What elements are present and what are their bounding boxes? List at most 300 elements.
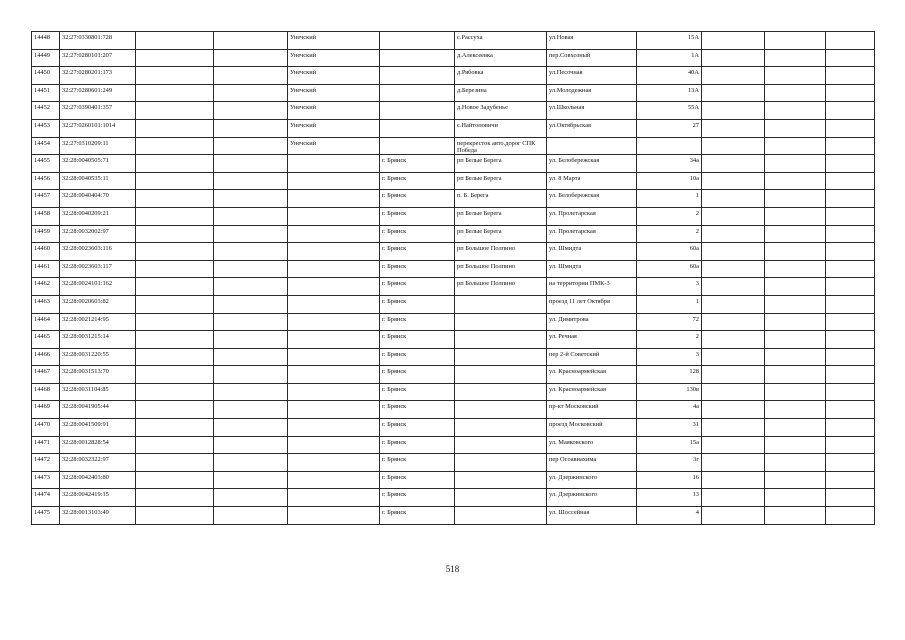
street-cell: ул. Белобережская xyxy=(547,155,637,173)
column-3-cell xyxy=(136,119,214,137)
table-row xyxy=(32,102,875,120)
column-11-cell xyxy=(765,84,826,102)
column-10-cell xyxy=(702,471,765,489)
table-row xyxy=(32,243,875,261)
settlement-cell: д.Новое Задубенье xyxy=(455,102,547,120)
column-10-cell xyxy=(702,190,765,208)
column-4-cell xyxy=(214,172,288,190)
column-12-cell xyxy=(826,278,875,296)
table-row xyxy=(32,84,875,102)
city-cell: г. Брянск xyxy=(380,313,455,331)
city-cell: г. Брянск xyxy=(380,454,455,472)
settlement-cell: рп Белые Берега xyxy=(455,225,547,243)
column-10-cell xyxy=(702,102,765,120)
row-number-cell: 14461 xyxy=(32,260,60,278)
city-cell: г. Брянск xyxy=(380,366,455,384)
column-12-cell xyxy=(826,32,875,50)
table-body xyxy=(32,32,875,525)
column-11-cell xyxy=(765,348,826,366)
column-12-cell xyxy=(826,454,875,472)
cadastral-number-cell: 32:28:0041509:91 xyxy=(60,419,136,437)
city-cell: г. Брянск xyxy=(380,401,455,419)
city-cell xyxy=(380,119,455,137)
page-number: 518 xyxy=(445,564,460,574)
table-row xyxy=(32,278,875,296)
column-10-cell xyxy=(702,401,765,419)
table-row xyxy=(32,419,875,437)
column-12-cell xyxy=(826,471,875,489)
street-cell: ул. Красноармейская xyxy=(547,366,637,384)
city-cell xyxy=(380,49,455,67)
settlement-cell xyxy=(455,436,547,454)
cadastral-number-cell: 32:27:0280601:249 xyxy=(60,84,136,102)
column-11-cell xyxy=(765,102,826,120)
column-4-cell xyxy=(214,243,288,261)
column-12-cell xyxy=(826,348,875,366)
cadastral-number-cell: 32:27:0330801:728 xyxy=(60,32,136,50)
column-12-cell xyxy=(826,190,875,208)
row-number-cell: 14464 xyxy=(32,313,60,331)
house-number-cell xyxy=(637,137,702,155)
street-cell: пер Осоавиахима xyxy=(547,454,637,472)
column-12-cell xyxy=(826,419,875,437)
column-3-cell xyxy=(136,32,214,50)
row-number-cell: 14466 xyxy=(32,348,60,366)
row-number-cell: 14448 xyxy=(32,32,60,50)
district-cell: Унечский xyxy=(288,67,380,85)
district-cell xyxy=(288,366,380,384)
row-number-cell: 14462 xyxy=(32,278,60,296)
column-12-cell xyxy=(826,67,875,85)
row-number-cell: 14470 xyxy=(32,419,60,437)
house-number-cell: 40А xyxy=(637,67,702,85)
house-number-cell: 31 xyxy=(637,419,702,437)
cadastral-number-cell: 32:27:0260101:1014 xyxy=(60,119,136,137)
column-10-cell xyxy=(702,260,765,278)
district-cell: Унечский xyxy=(288,32,380,50)
column-10-cell xyxy=(702,155,765,173)
column-12-cell xyxy=(826,401,875,419)
house-number-cell: 1 xyxy=(637,295,702,313)
column-10-cell xyxy=(702,32,765,50)
district-cell xyxy=(288,489,380,507)
column-10-cell xyxy=(702,278,765,296)
settlement-cell: д.Рябовка xyxy=(455,67,547,85)
table-row xyxy=(32,471,875,489)
house-number-cell: 4 xyxy=(637,507,702,525)
cadastral-number-cell: 32:28:0042403:80 xyxy=(60,471,136,489)
column-4-cell xyxy=(214,260,288,278)
table-row xyxy=(32,401,875,419)
column-3-cell xyxy=(136,49,214,67)
column-10-cell xyxy=(702,366,765,384)
district-cell xyxy=(288,331,380,349)
column-10-cell xyxy=(702,419,765,437)
house-number-cell: 128 xyxy=(637,366,702,384)
district-cell xyxy=(288,507,380,525)
district-cell xyxy=(288,295,380,313)
table-row xyxy=(32,260,875,278)
column-12-cell xyxy=(826,172,875,190)
column-12-cell xyxy=(826,507,875,525)
house-number-cell: 72 xyxy=(637,313,702,331)
settlement-cell xyxy=(455,313,547,331)
district-cell xyxy=(288,155,380,173)
column-4-cell xyxy=(214,225,288,243)
row-number-cell: 14468 xyxy=(32,383,60,401)
city-cell: г. Брянск xyxy=(380,172,455,190)
column-3-cell xyxy=(136,278,214,296)
city-cell: г. Брянск xyxy=(380,243,455,261)
column-3-cell xyxy=(136,172,214,190)
column-4-cell xyxy=(214,436,288,454)
column-11-cell xyxy=(765,190,826,208)
cadastral-number-cell: 32:27:0280101:207 xyxy=(60,49,136,67)
column-4-cell xyxy=(214,207,288,225)
settlement-cell: рп Большое Полпино xyxy=(455,278,547,296)
column-10-cell xyxy=(702,348,765,366)
column-4-cell xyxy=(214,331,288,349)
house-number-cell: 13 xyxy=(637,489,702,507)
city-cell: г. Брянск xyxy=(380,295,455,313)
cadastral-number-cell: 32:28:0013103:49 xyxy=(60,507,136,525)
column-12-cell xyxy=(826,102,875,120)
settlement-cell: рп Белые Берега xyxy=(455,172,547,190)
column-11-cell xyxy=(765,243,826,261)
column-3-cell xyxy=(136,507,214,525)
settlement-cell xyxy=(455,401,547,419)
column-3-cell xyxy=(136,295,214,313)
registry-table xyxy=(31,31,875,525)
table-row xyxy=(32,67,875,85)
column-10-cell xyxy=(702,313,765,331)
column-3-cell xyxy=(136,348,214,366)
street-cell: ул.Новая xyxy=(547,32,637,50)
column-4-cell xyxy=(214,419,288,437)
table-row xyxy=(32,507,875,525)
column-10-cell xyxy=(702,383,765,401)
column-3-cell xyxy=(136,313,214,331)
column-4-cell xyxy=(214,507,288,525)
house-number-cell: 55А xyxy=(637,102,702,120)
column-11-cell xyxy=(765,32,826,50)
row-number-cell: 14455 xyxy=(32,155,60,173)
street-cell: пр-кт Московский xyxy=(547,401,637,419)
district-cell xyxy=(288,436,380,454)
street-cell: ул. Пролетарская xyxy=(547,225,637,243)
city-cell: г. Брянск xyxy=(380,348,455,366)
table-row xyxy=(32,348,875,366)
settlement-cell xyxy=(455,454,547,472)
district-cell: Унечский xyxy=(288,84,380,102)
column-4-cell xyxy=(214,454,288,472)
column-3-cell xyxy=(136,84,214,102)
table-row xyxy=(32,172,875,190)
settlement-cell: рп Белые Берега xyxy=(455,155,547,173)
column-11-cell xyxy=(765,313,826,331)
column-3-cell xyxy=(136,331,214,349)
column-10-cell xyxy=(702,172,765,190)
district-cell xyxy=(288,401,380,419)
column-12-cell xyxy=(826,243,875,261)
settlement-cell: с.Рассуха xyxy=(455,32,547,50)
settlement-cell xyxy=(455,348,547,366)
city-cell: г. Брянск xyxy=(380,155,455,173)
cadastral-number-cell: 32:27:0310209:11 xyxy=(60,137,136,155)
row-number-cell: 14474 xyxy=(32,489,60,507)
street-cell: ул. Шмидта xyxy=(547,260,637,278)
cadastral-number-cell: 32:27:0280201:173 xyxy=(60,67,136,85)
table-row xyxy=(32,49,875,67)
city-cell: г. Брянск xyxy=(380,207,455,225)
column-12-cell xyxy=(826,331,875,349)
street-cell: ул. 8 Марта xyxy=(547,172,637,190)
street-cell: ул. Дзержинского xyxy=(547,489,637,507)
street-cell: ул. Пролетарская xyxy=(547,207,637,225)
column-4-cell xyxy=(214,348,288,366)
column-12-cell xyxy=(826,155,875,173)
column-12-cell xyxy=(826,137,875,155)
column-3-cell xyxy=(136,260,214,278)
table-row xyxy=(32,225,875,243)
column-4-cell xyxy=(214,155,288,173)
column-12-cell xyxy=(826,260,875,278)
column-11-cell xyxy=(765,419,826,437)
column-4-cell xyxy=(214,119,288,137)
column-12-cell xyxy=(826,84,875,102)
column-4-cell xyxy=(214,102,288,120)
cadastral-number-cell: 32:27:0390401:357 xyxy=(60,102,136,120)
column-4-cell xyxy=(214,190,288,208)
city-cell xyxy=(380,84,455,102)
column-11-cell xyxy=(765,507,826,525)
district-cell xyxy=(288,260,380,278)
settlement-cell: п. Б. Берега xyxy=(455,190,547,208)
column-11-cell xyxy=(765,471,826,489)
column-12-cell xyxy=(826,119,875,137)
column-3-cell xyxy=(136,471,214,489)
city-cell: г. Брянск xyxy=(380,278,455,296)
house-number-cell: 15а xyxy=(637,436,702,454)
settlement-cell: рп Белые Берега xyxy=(455,207,547,225)
row-number-cell: 14467 xyxy=(32,366,60,384)
column-3-cell xyxy=(136,383,214,401)
table-row xyxy=(32,331,875,349)
column-3-cell xyxy=(136,366,214,384)
column-3-cell xyxy=(136,155,214,173)
row-number-cell: 14469 xyxy=(32,401,60,419)
house-number-cell: 60а xyxy=(637,260,702,278)
table-row xyxy=(32,313,875,331)
city-cell: г. Брянск xyxy=(380,260,455,278)
settlement-cell xyxy=(455,471,547,489)
column-10-cell xyxy=(702,225,765,243)
house-number-cell: 3г xyxy=(637,454,702,472)
district-cell xyxy=(288,471,380,489)
column-3-cell xyxy=(136,419,214,437)
column-10-cell xyxy=(702,119,765,137)
column-11-cell xyxy=(765,454,826,472)
cadastral-number-cell: 32:28:0042419:15 xyxy=(60,489,136,507)
district-cell: Унечский xyxy=(288,119,380,137)
column-11-cell xyxy=(765,278,826,296)
house-number-cell: 130в xyxy=(637,383,702,401)
column-3-cell xyxy=(136,102,214,120)
settlement-cell: с.Найтоповичи xyxy=(455,119,547,137)
row-number-cell: 14475 xyxy=(32,507,60,525)
settlement-cell: д.Алексеевка xyxy=(455,49,547,67)
city-cell: г. Брянск xyxy=(380,190,455,208)
row-number-cell: 14452 xyxy=(32,102,60,120)
column-12-cell xyxy=(826,295,875,313)
column-3-cell xyxy=(136,137,214,155)
row-number-cell: 14451 xyxy=(32,84,60,102)
column-4-cell xyxy=(214,49,288,67)
house-number-cell: 10а xyxy=(637,172,702,190)
street-cell: ул. Шоссейная xyxy=(547,507,637,525)
street-cell: ул. Белобережская xyxy=(547,190,637,208)
column-10-cell xyxy=(702,331,765,349)
district-cell xyxy=(288,190,380,208)
row-number-cell: 14473 xyxy=(32,471,60,489)
row-number-cell: 14453 xyxy=(32,119,60,137)
settlement-cell xyxy=(455,366,547,384)
table-row xyxy=(32,454,875,472)
column-4-cell xyxy=(214,383,288,401)
district-cell xyxy=(288,172,380,190)
column-10-cell xyxy=(702,295,765,313)
row-number-cell: 14454 xyxy=(32,137,60,155)
column-4-cell xyxy=(214,489,288,507)
cadastral-number-cell: 32:28:0023603:117 xyxy=(60,260,136,278)
table-row xyxy=(32,383,875,401)
column-10-cell xyxy=(702,454,765,472)
house-number-cell: 15А xyxy=(637,32,702,50)
street-cell xyxy=(547,137,637,155)
street-cell: пер.Совхозный xyxy=(547,49,637,67)
street-cell: ул.Молодежная xyxy=(547,84,637,102)
street-cell: проезд Московский xyxy=(547,419,637,437)
column-4-cell xyxy=(214,366,288,384)
column-11-cell xyxy=(765,67,826,85)
settlement-cell xyxy=(455,295,547,313)
house-number-cell: 60а xyxy=(637,243,702,261)
cadastral-number-cell: 32:28:0041905:44 xyxy=(60,401,136,419)
column-11-cell xyxy=(765,401,826,419)
table-row xyxy=(32,190,875,208)
district-cell xyxy=(288,383,380,401)
settlement-cell xyxy=(455,331,547,349)
street-cell: ул. Димитрова xyxy=(547,313,637,331)
column-11-cell xyxy=(765,49,826,67)
house-number-cell: 3 xyxy=(637,278,702,296)
cadastral-number-cell: 32:28:0020603:82 xyxy=(60,295,136,313)
district-cell: Унечский xyxy=(288,102,380,120)
column-3-cell xyxy=(136,225,214,243)
settlement-cell xyxy=(455,419,547,437)
city-cell xyxy=(380,32,455,50)
city-cell: г. Брянск xyxy=(380,489,455,507)
column-3-cell xyxy=(136,436,214,454)
cadastral-number-cell: 32:28:0031215:14 xyxy=(60,331,136,349)
city-cell xyxy=(380,137,455,155)
column-12-cell xyxy=(826,489,875,507)
column-10-cell xyxy=(702,49,765,67)
column-10-cell xyxy=(702,489,765,507)
column-4-cell xyxy=(214,137,288,155)
cadastral-number-cell: 32:28:0032002:97 xyxy=(60,225,136,243)
cadastral-number-cell: 32:28:0031104:85 xyxy=(60,383,136,401)
column-4-cell xyxy=(214,278,288,296)
city-cell xyxy=(380,67,455,85)
house-number-cell: 2 xyxy=(637,225,702,243)
column-3-cell xyxy=(136,454,214,472)
column-3-cell xyxy=(136,489,214,507)
cadastral-number-cell: 32:28:0023603:116 xyxy=(60,243,136,261)
column-3-cell xyxy=(136,207,214,225)
district-cell xyxy=(288,313,380,331)
cadastral-number-cell: 32:28:0021214:95 xyxy=(60,313,136,331)
table-row xyxy=(32,295,875,313)
settlement-cell: рп Большое Полпино xyxy=(455,260,547,278)
row-number-cell: 14471 xyxy=(32,436,60,454)
table-row xyxy=(32,366,875,384)
district-cell xyxy=(288,243,380,261)
table-row xyxy=(32,119,875,137)
street-cell: проезд 11 лет Октября xyxy=(547,295,637,313)
city-cell: г. Брянск xyxy=(380,419,455,437)
city-cell: г. Брянск xyxy=(380,471,455,489)
column-11-cell xyxy=(765,225,826,243)
column-4-cell xyxy=(214,313,288,331)
cadastral-number-cell: 32:28:0031513:70 xyxy=(60,366,136,384)
street-cell: ул.Октябрьская xyxy=(547,119,637,137)
street-cell: ул.Песочная xyxy=(547,67,637,85)
city-cell: г. Брянск xyxy=(380,331,455,349)
street-cell: ул. Речная xyxy=(547,331,637,349)
column-12-cell xyxy=(826,383,875,401)
district-cell xyxy=(288,225,380,243)
row-number-cell: 14472 xyxy=(32,454,60,472)
cadastral-number-cell: 32:28:0031220:55 xyxy=(60,348,136,366)
row-number-cell: 14465 xyxy=(32,331,60,349)
row-number-cell: 14450 xyxy=(32,67,60,85)
column-3-cell xyxy=(136,190,214,208)
column-12-cell xyxy=(826,225,875,243)
column-11-cell xyxy=(765,260,826,278)
cadastral-number-cell: 32:28:0040209:21 xyxy=(60,207,136,225)
column-11-cell xyxy=(765,207,826,225)
column-10-cell xyxy=(702,243,765,261)
district-cell: Унечский xyxy=(288,49,380,67)
city-cell: г. Брянск xyxy=(380,507,455,525)
district-cell xyxy=(288,278,380,296)
house-number-cell: 3 xyxy=(637,348,702,366)
row-number-cell: 14463 xyxy=(32,295,60,313)
column-4-cell xyxy=(214,32,288,50)
settlement-cell: рп Большое Полпино xyxy=(455,243,547,261)
column-4-cell xyxy=(214,84,288,102)
column-11-cell xyxy=(765,155,826,173)
city-cell: г. Брянск xyxy=(380,383,455,401)
column-3-cell xyxy=(136,67,214,85)
house-number-cell: 27 xyxy=(637,119,702,137)
column-3-cell xyxy=(136,243,214,261)
column-4-cell xyxy=(214,295,288,313)
column-4-cell xyxy=(214,471,288,489)
street-cell: на территории ПМК-3 xyxy=(547,278,637,296)
column-4-cell xyxy=(214,401,288,419)
